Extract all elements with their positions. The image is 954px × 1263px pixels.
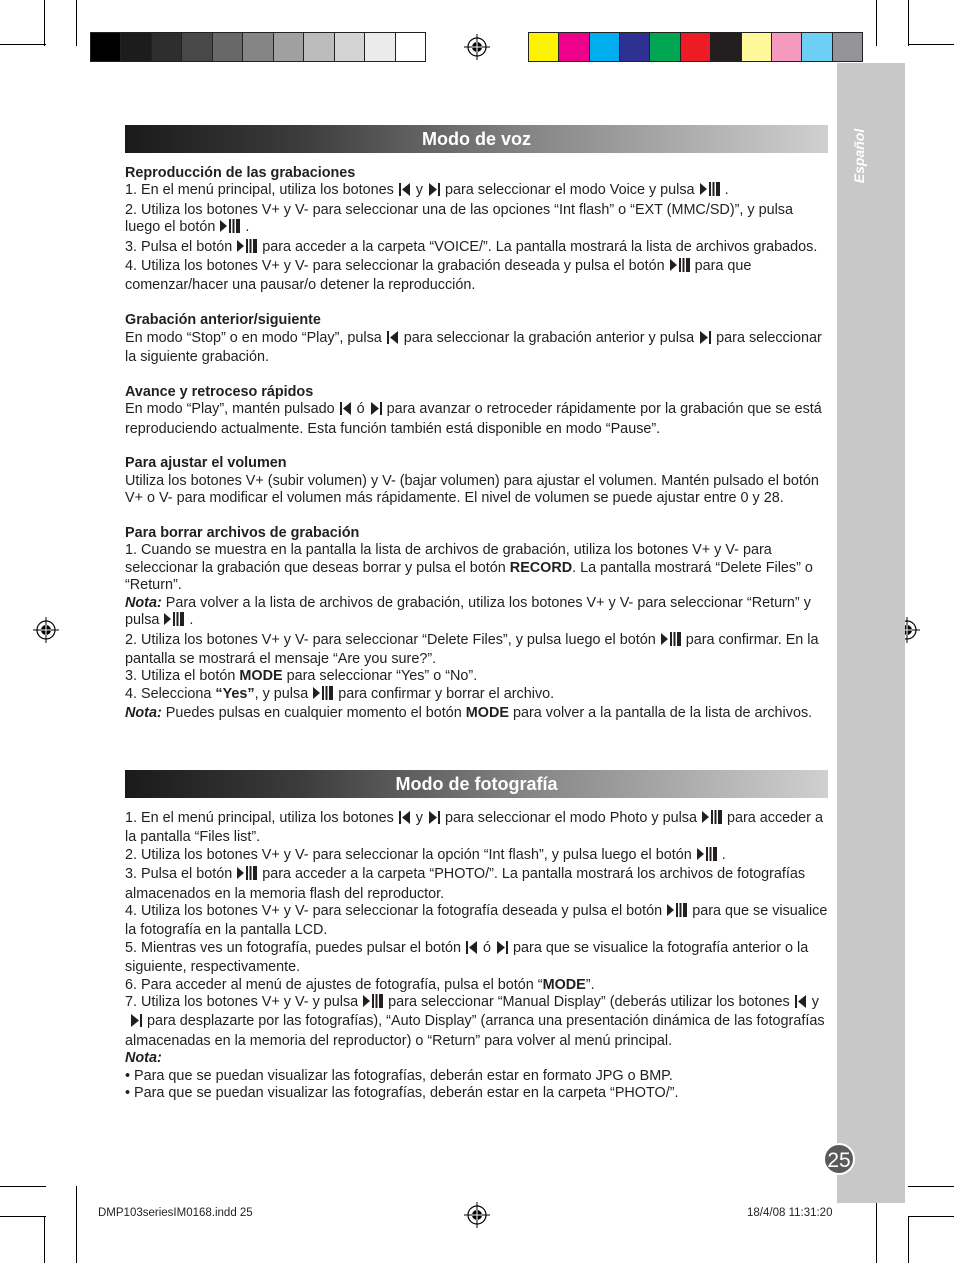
note-label: Nota: bbox=[125, 1050, 162, 1067]
color-swatch bbox=[559, 33, 589, 61]
play-pause-button-icon bbox=[236, 866, 258, 885]
previous-button-icon bbox=[339, 402, 353, 420]
next-button-icon bbox=[427, 183, 441, 201]
next-button-icon bbox=[698, 331, 712, 349]
gray-swatch bbox=[213, 33, 243, 61]
next-button-icon bbox=[129, 1014, 143, 1032]
paragraph: 4. Utiliza los botones V+ y V- para seleccionar la grabación deseada y pulsa el botón para que comenzar/hacer una pausar/o detener la reproducción. bbox=[125, 258, 752, 294]
crop-mark bbox=[908, 1216, 954, 1217]
play-pause-button-icon bbox=[669, 258, 691, 277]
color-swatch bbox=[772, 33, 802, 61]
play-pause-button-icon bbox=[660, 632, 682, 651]
side-tab-label-container bbox=[849, 120, 869, 200]
crop-mark bbox=[76, 1186, 77, 1263]
paragraph: 1. En el menú principal, utiliza los botones y para seleccionar el modo Voice y pulsa . bbox=[125, 182, 831, 201]
next-button-icon bbox=[369, 402, 383, 420]
subheading: Para ajustar el volumen bbox=[125, 455, 287, 472]
play-pause-button-icon bbox=[699, 182, 721, 201]
crop-mark bbox=[0, 1216, 46, 1217]
play-pause-button-icon bbox=[163, 612, 185, 631]
paragraph: Utiliza los botones V+ (subir volumen) y V- (bajar volumen) para ajustar el volumen. Mantén pulsado el botón V+ o V- para modificar el volumen más rápidamente. El nivel de volumen se puede ajustar entre 0 y 28. bbox=[125, 472, 819, 507]
paragraph: 5. Mientras ves un fotografía, puedes pulsar el botón ó para que se visualice la fotografía anterior o la siguiente, respectivamente. bbox=[125, 939, 809, 976]
paragraph: 6. Para acceder al menú de ajustes de fotografía, pulsa el botón “MODE”. bbox=[125, 976, 595, 993]
footer-date: 18/4/08 11:31:20 bbox=[747, 1207, 833, 1219]
crop-mark bbox=[908, 0, 909, 46]
gray-swatch bbox=[152, 33, 182, 61]
section-header-voice: Modo de voz bbox=[125, 125, 828, 153]
color-swatch bbox=[681, 33, 711, 61]
registration-mark-icon bbox=[464, 1202, 490, 1228]
crop-mark bbox=[76, 0, 77, 46]
color-swatch bbox=[529, 33, 559, 61]
gray-swatch bbox=[182, 33, 212, 61]
gray-swatch bbox=[335, 33, 365, 61]
section-body-photo bbox=[125, 810, 831, 1103]
footer-file-info: DMP103seriesIM0168.indd 25 bbox=[98, 1207, 253, 1219]
crop-mark bbox=[44, 0, 45, 46]
paragraph: 4. Selecciona “Yes”, y pulsa para confirmar y borrar el archivo. bbox=[125, 686, 831, 705]
bullet-item: • Para que se puedan visualizar las fotografías, deberán estar en formato JPG o BMP. bbox=[125, 1067, 673, 1084]
grayscale-calibration-bar bbox=[90, 32, 426, 62]
color-swatch bbox=[742, 33, 772, 61]
subheading: Reproducción de las grabaciones bbox=[125, 165, 356, 181]
bullet-item: • Para que se puedan visualizar las fotografías, deberán estar en la carpeta “PHOTO/”. bbox=[125, 1085, 679, 1102]
note: Nota: Puedes pulsas en cualquier momento el botón MODE para volver a la pantalla de la lista de archivos. bbox=[125, 705, 813, 722]
paragraph: 7. Utiliza los botones V+ y V- y pulsa para seleccionar “Manual Display” (deberás utilizar los botones ypara desplazarte por las fotografías), “Auto Display” (arranca una presentación dinámica de las fotografías almacenadas en la memoria del reproductor) o “Return” para volver al menú principal. bbox=[125, 994, 825, 1049]
subheading: Avance y retroceso rápidos bbox=[125, 383, 314, 400]
color-swatch bbox=[620, 33, 650, 61]
side-tab-label: Español bbox=[851, 128, 867, 184]
paragraph: 2. Utiliza los botones V+ y V- para seleccionar una de las opciones “Int flash” o “EXT (MMC/SD)”, y pulsa luego el botón . bbox=[125, 202, 831, 239]
previous-button-icon bbox=[398, 811, 412, 829]
color-swatch bbox=[650, 33, 680, 61]
crop-mark bbox=[876, 0, 877, 46]
play-pause-button-icon bbox=[362, 994, 384, 1013]
paragraph: 1. En el menú principal, utiliza los botones y para seleccionar el modo Photo y pulsa para acceder a la pantalla “Files list”. bbox=[125, 810, 823, 846]
side-language-tab bbox=[837, 63, 905, 1203]
paragraph: 4. Utiliza los botones V+ y V- para seleccionar la fotografía deseada y pulsa el botón para que se visualice la fotografía en la pantalla LCD. bbox=[125, 903, 828, 939]
crop-mark bbox=[0, 44, 46, 45]
paragraph: 3. Pulsa el botón para acceder a la carpeta “PHOTO/”. La pantalla mostrará los archivos de fotografías almacenados en la memoria flash del reproductor. bbox=[125, 866, 806, 902]
gray-swatch bbox=[243, 33, 273, 61]
section-header-photo: Modo de fotografía bbox=[125, 770, 828, 798]
paragraph: 1. Cuando se muestra en la pantalla la lista de archivos de grabación, utiliza los botones V+ y V- para seleccionar la grabación que deseas borrar y pulsa el botón RECORD. La pantalla mostrará “Delete Files” o “Return”. bbox=[125, 542, 813, 594]
play-pause-button-icon bbox=[696, 847, 718, 866]
next-button-icon bbox=[427, 811, 441, 829]
note: Nota: Para volver a la lista de archivos de grabación, utiliza los botones V+ y V- para seleccionar “Return” y pulsa . bbox=[125, 595, 831, 632]
paragraph: En modo “Stop” o en modo “Play”, pulsa para seleccionar la grabación anterior y pulsa para seleccionar la siguiente grabación. bbox=[125, 329, 822, 366]
page-number: 25 bbox=[823, 1143, 855, 1175]
gray-swatch bbox=[121, 33, 151, 61]
paragraph: 3. Pulsa el botón para acceder a la carpeta “VOICE/”. La pantalla mostrará la lista de archivos grabados. bbox=[125, 239, 831, 258]
play-pause-button-icon bbox=[312, 686, 334, 705]
gray-swatch bbox=[365, 33, 395, 61]
play-pause-button-icon bbox=[701, 810, 723, 829]
color-calibration-bar bbox=[528, 32, 863, 62]
previous-button-icon bbox=[465, 941, 479, 959]
previous-button-icon bbox=[386, 331, 400, 349]
play-pause-button-icon bbox=[236, 239, 258, 258]
gray-swatch bbox=[91, 33, 121, 61]
paragraph: 3. Utiliza el botón MODE para seleccionar “Yes” o “No”. bbox=[125, 668, 478, 685]
color-swatch bbox=[833, 33, 862, 61]
paragraph: 2. Utiliza los botones V+ y V- para seleccionar “Delete Files”, y pulsa luego el botón para confirmar. En la pantalla se mostrará el mensaje “Are you sure?”. bbox=[125, 631, 819, 667]
section-body-voice bbox=[125, 165, 831, 723]
gray-swatch bbox=[396, 33, 425, 61]
paragraph: 2. Utiliza los botones V+ y V- para seleccionar la opción “Int flash”, y pulsa luego el botón . bbox=[125, 847, 831, 866]
crop-mark bbox=[908, 44, 954, 45]
previous-button-icon bbox=[398, 183, 412, 201]
play-pause-button-icon bbox=[219, 219, 241, 238]
subheading: Grabación anterior/siguiente bbox=[125, 312, 321, 329]
previous-button-icon bbox=[794, 995, 808, 1013]
play-pause-button-icon bbox=[666, 903, 688, 922]
gray-swatch bbox=[274, 33, 304, 61]
paragraph: En modo “Play”, mantén pulsado ó para avanzar o retroceder rápidamente por la grabación que se está reproduciendo actualmente. Esta función también está disponible en modo “Pause”. bbox=[125, 401, 822, 437]
subheading: Para borrar archivos de grabación bbox=[125, 525, 360, 542]
gray-swatch bbox=[304, 33, 334, 61]
color-swatch bbox=[802, 33, 832, 61]
color-swatch bbox=[711, 33, 741, 61]
registration-mark-icon bbox=[464, 34, 490, 60]
color-swatch bbox=[590, 33, 620, 61]
crop-mark bbox=[0, 1186, 46, 1187]
crop-mark bbox=[908, 1186, 954, 1187]
crop-mark bbox=[908, 1216, 909, 1263]
next-button-icon bbox=[495, 941, 509, 959]
crop-mark bbox=[44, 1216, 45, 1263]
registration-mark-icon bbox=[33, 617, 59, 643]
